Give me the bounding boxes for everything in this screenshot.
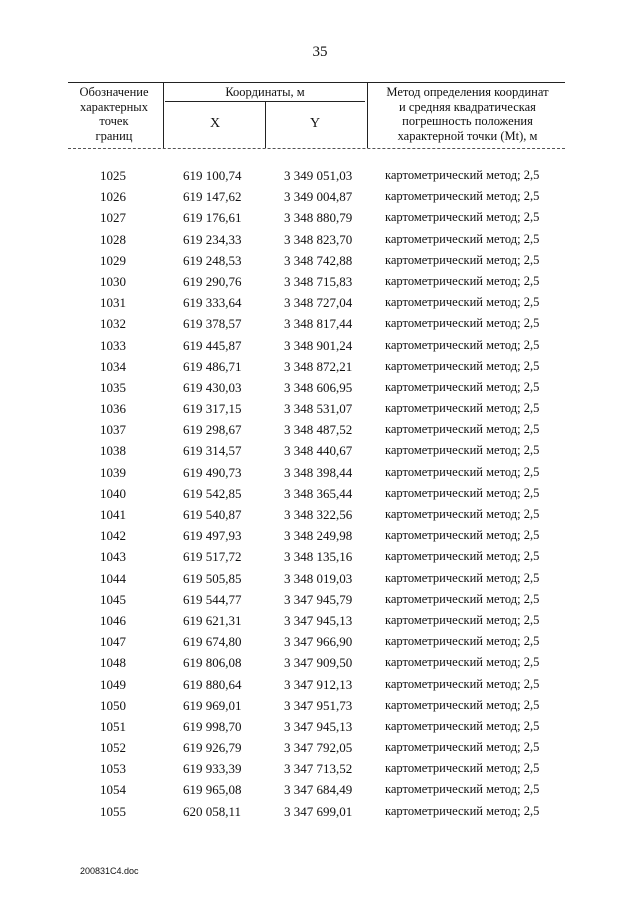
y-coordinate: 3 347 945,13 [284, 718, 353, 734]
table-row [0, 398, 640, 419]
method-cell: картометрический метод; 2,5 [385, 168, 540, 182]
x-coordinate: 619 317,15 [183, 401, 242, 417]
method-cell: картометрический метод; 2,5 [385, 549, 540, 564]
table-row [0, 652, 640, 673]
header-line: характерной точки (Mt), м [397, 128, 538, 143]
table-row [0, 356, 640, 377]
method-cell: картометрический метод; 2,5 [385, 718, 540, 733]
y-coordinate: 3 348 019,03 [284, 570, 353, 586]
file-name-footer: 200831C4.doc [80, 866, 139, 876]
point-number: 1050 [100, 697, 126, 713]
point-number: 1033 [100, 337, 126, 353]
table-row [0, 313, 640, 334]
point-number: 1041 [100, 507, 126, 522]
table-row [0, 525, 640, 546]
y-coordinate: 3 348 823,70 [284, 231, 353, 247]
y-coordinate: 3 348 742,88 [284, 252, 353, 268]
table-row [0, 483, 640, 504]
method-cell: картометрический метод; 2,5 [385, 401, 540, 416]
method-cell: картометрический метод; 2,5 [385, 316, 540, 331]
method-cell: картометрический метод; 2,5 [385, 782, 540, 797]
table-row [0, 631, 640, 652]
y-coordinate: 3 348 322,56 [284, 507, 353, 522]
y-coordinate: 3 348 365,44 [284, 485, 353, 501]
y-coordinate: 3 347 792,05 [284, 740, 353, 756]
y-coordinate: 3 348 440,67 [284, 443, 353, 459]
method-cell: картометрический метод; 2,5 [385, 379, 540, 394]
y-coordinate: 3 348 135,16 [284, 549, 353, 565]
table-row [0, 758, 640, 779]
method-cell: картометрический метод; 2,5 [385, 507, 540, 521]
table-row [0, 801, 640, 822]
method-cell: картометрический метод; 2,5 [385, 443, 540, 458]
header-line: точек [99, 114, 129, 128]
point-number: 1043 [100, 549, 126, 565]
table-row [0, 440, 640, 461]
header-line: границ [95, 128, 133, 143]
x-coordinate: 619 176,61 [183, 210, 242, 226]
header-method [370, 85, 565, 143]
x-coordinate: 619 234,33 [183, 231, 242, 247]
y-coordinate: 3 347 684,49 [284, 782, 353, 798]
method-cell: картометрический метод; 2,5 [385, 528, 540, 543]
table-row [0, 568, 640, 589]
y-coordinate: 3 348 606,95 [284, 379, 353, 395]
table-top-rule [68, 82, 565, 83]
point-number: 1040 [100, 485, 126, 501]
x-coordinate: 619 298,67 [183, 422, 242, 438]
method-cell: картометрический метод; 2,5 [385, 697, 540, 712]
col-divider-right [367, 82, 368, 148]
point-number: 1042 [100, 528, 126, 544]
point-number: 1028 [100, 231, 126, 247]
method-cell: картометрический метод; 2,5 [385, 634, 540, 649]
method-cell: картометрический метод; 2,5 [385, 740, 540, 755]
point-number: 1051 [100, 718, 126, 734]
table-row [0, 674, 640, 695]
y-coordinate: 3 348 901,24 [284, 337, 353, 353]
method-cell: картометрический метод; 2,5 [385, 210, 540, 225]
table-row [0, 504, 640, 525]
y-coordinate: 3 347 945,79 [284, 591, 353, 607]
table-row [0, 186, 640, 207]
y-coordinate: 3 347 699,01 [284, 803, 353, 819]
method-cell: картометрический метод; 2,5 [385, 422, 540, 437]
x-coordinate: 619 621,31 [183, 612, 242, 628]
point-number: 1054 [100, 782, 126, 798]
y-coordinate: 3 348 817,44 [284, 316, 353, 332]
x-coordinate: 619 933,39 [183, 761, 242, 777]
table-row [0, 779, 640, 800]
header-line: и средняя квадратическая [399, 99, 536, 114]
point-number: 1030 [100, 273, 126, 289]
method-cell: картометрический метод; 2,5 [385, 591, 540, 606]
point-number: 1044 [100, 570, 126, 586]
x-coordinate: 619 430,03 [183, 379, 242, 395]
point-number: 1035 [100, 379, 126, 395]
x-coordinate: 619 248,53 [183, 252, 242, 268]
x-coordinate: 619 378,57 [183, 316, 242, 332]
point-number: 1049 [100, 676, 126, 692]
x-coordinate: 619 880,64 [183, 676, 242, 692]
x-coordinate: 619 806,08 [183, 655, 242, 671]
point-number: 1032 [100, 316, 126, 332]
table-row [0, 589, 640, 610]
y-coordinate: 3 349 051,03 [284, 168, 353, 183]
point-number: 1029 [100, 252, 126, 268]
y-coordinate: 3 347 909,50 [284, 655, 353, 671]
table-row [0, 462, 640, 483]
method-cell: картометрический метод; 2,5 [385, 485, 540, 500]
y-coordinate: 3 347 945,13 [284, 612, 353, 628]
header-line: погрешность положения [402, 114, 533, 128]
y-coordinate: 3 348 727,04 [284, 295, 353, 311]
y-coordinate: 3 348 872,21 [284, 358, 353, 374]
x-coordinate: 619 965,08 [183, 782, 242, 798]
point-number: 1052 [100, 740, 126, 756]
table-row [0, 207, 640, 228]
header-coordinates: Координаты, м [225, 85, 305, 99]
table-row [0, 335, 640, 356]
method-cell: картометрический метод; 2,5 [385, 252, 540, 267]
x-coordinate: 619 497,93 [183, 528, 242, 544]
method-cell: картометрический метод; 2,5 [385, 761, 540, 776]
table-row [0, 229, 640, 250]
page-number: 35 [312, 44, 328, 60]
point-number: 1037 [100, 422, 126, 438]
point-number: 1027 [100, 210, 126, 226]
point-number: 1046 [100, 612, 126, 628]
method-cell: картометрический метод; 2,5 [385, 570, 540, 585]
method-cell: картометрический метод; 2,5 [385, 655, 540, 670]
table-row [0, 419, 640, 440]
x-coordinate: 619 490,73 [183, 464, 242, 480]
x-coordinate: 619 505,85 [183, 570, 242, 586]
header-x: X [209, 116, 221, 131]
table-row [0, 716, 640, 737]
x-coordinate: 619 100,74 [183, 168, 242, 183]
table-row [0, 292, 640, 313]
point-number: 1036 [100, 401, 126, 417]
x-coordinate: 620 058,11 [183, 803, 242, 819]
point-number: 1047 [100, 634, 126, 650]
point-number: 1045 [100, 591, 126, 607]
x-coordinate: 619 926,79 [183, 740, 242, 756]
header-line: характерных [80, 99, 148, 114]
header-y: Y [309, 116, 321, 131]
table-row [0, 377, 640, 398]
y-coordinate: 3 348 531,07 [284, 401, 353, 417]
x-coordinate: 619 540,87 [183, 507, 242, 522]
y-coordinate: 3 347 912,13 [284, 676, 353, 692]
x-coordinate: 619 969,01 [183, 697, 242, 713]
point-number: 1026 [100, 189, 126, 205]
x-coordinate: 619 998,70 [183, 718, 242, 734]
y-coordinate: 3 349 004,87 [284, 189, 353, 205]
header-line: Метод определения координат [386, 85, 549, 99]
col-divider-left [163, 82, 164, 148]
y-coordinate: 3 347 951,73 [284, 697, 353, 713]
x-coordinate: 619 517,72 [183, 549, 242, 565]
point-number: 1031 [100, 295, 126, 311]
point-number: 1034 [100, 358, 126, 374]
x-coordinate: 619 333,64 [183, 295, 242, 311]
method-cell: картометрический метод; 2,5 [385, 231, 540, 246]
x-coordinate: 619 544,77 [183, 591, 242, 607]
y-coordinate: 3 348 715,83 [284, 273, 353, 289]
y-coordinate: 3 348 249,98 [284, 528, 353, 544]
x-coordinate: 619 486,71 [183, 358, 242, 374]
point-number: 1053 [100, 761, 126, 777]
x-coordinate: 619 445,87 [183, 337, 242, 353]
y-coordinate: 3 348 487,52 [284, 422, 353, 438]
table-row [0, 250, 640, 271]
y-coordinate: 3 348 880,79 [284, 210, 353, 226]
table-row [0, 271, 640, 292]
method-cell: картометрический метод; 2,5 [385, 464, 540, 479]
method-cell: картометрический метод; 2,5 [385, 295, 540, 310]
method-cell: картометрический метод; 2,5 [385, 676, 540, 691]
x-coordinate: 619 542,85 [183, 485, 242, 501]
method-cell: картометрический метод; 2,5 [385, 273, 540, 288]
table-row [0, 695, 640, 716]
y-coordinate: 3 347 966,90 [284, 634, 353, 650]
point-number: 1038 [100, 443, 126, 459]
method-cell: картометрический метод; 2,5 [385, 612, 540, 627]
x-coordinate: 619 314,57 [183, 443, 242, 459]
point-number: 1055 [100, 803, 126, 819]
method-cell: картометрический метод; 2,5 [385, 189, 540, 204]
table-row [0, 546, 640, 567]
table-row [0, 165, 640, 186]
point-number: 1025 [100, 168, 126, 183]
coordinates-table-body [0, 165, 640, 822]
point-number: 1048 [100, 655, 126, 671]
y-coordinate: 3 348 398,44 [284, 464, 353, 480]
header-line: Обозначение [79, 85, 149, 99]
header-point-designation [68, 85, 160, 143]
x-coordinate: 619 674,80 [183, 634, 242, 650]
table-row [0, 610, 640, 631]
point-number: 1039 [100, 464, 126, 480]
table-row [0, 737, 640, 758]
y-coordinate: 3 347 713,52 [284, 761, 353, 777]
x-coordinate: 619 290,76 [183, 273, 242, 289]
header-bottom-rule [68, 148, 565, 149]
method-cell: картометрический метод; 2,5 [385, 358, 540, 373]
method-cell: картометрический метод; 2,5 [385, 337, 540, 352]
x-coordinate: 619 147,62 [183, 189, 242, 205]
method-cell: картометрический метод; 2,5 [385, 803, 540, 818]
